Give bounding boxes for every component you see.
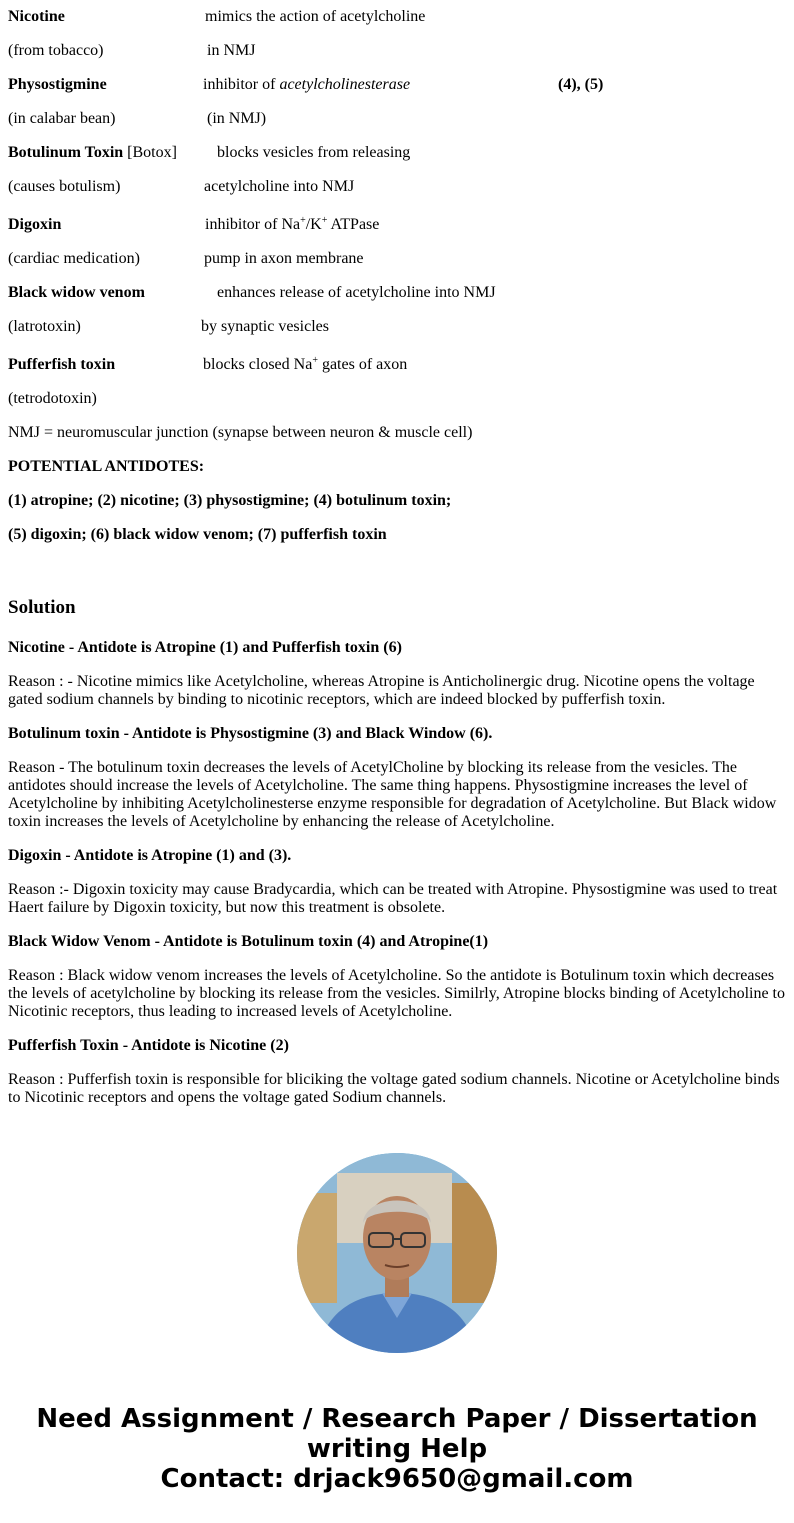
antidotes-list: (5) digoxin; (6) black widow venom; (7) pufferfish toxin — [8, 526, 387, 543]
solution-reason: Reason : Black widow venom increases the levels of Acetylcholine. So the antidote is Botulinum toxin which decreases the levels of acetylcholine by blocking its release from the vesicles. Similrly, Atropine blocks binding of Acetylcholine to Nicotinic receptors, thus leading to increased levels of Acetylcholine. — [8, 967, 785, 1020]
toxin-description-cont: by synaptic vesicles — [201, 318, 329, 335]
superscript: + — [312, 355, 318, 366]
toxin-name: Pufferfish toxin — [8, 356, 116, 373]
toxin-description: mimics the action of acetylcholine — [205, 8, 426, 25]
toxin-description-cont: acetylcholine into NMJ — [204, 178, 355, 195]
toxin-description-cont: in NMJ — [207, 42, 256, 59]
desc-part: inhibitor of Na — [205, 216, 301, 233]
toxin-description — [203, 68, 410, 102]
solution-title: Black Widow Venom - Antidote is Botulinum toxin (4) and Atropine(1) — [8, 933, 489, 950]
antidotes-heading-text: POTENTIAL ANTIDOTES: — [8, 458, 205, 475]
row-physostigmine-sub — [8, 102, 786, 136]
toxin-name — [8, 136, 177, 170]
row-botulinum-sub — [8, 170, 786, 204]
desc-part: /K — [305, 216, 322, 233]
solution-reason: Reason :- Digoxin toxicity may cause Bradycardia, which can be treated with Atropine. Physostigmine was used to treat Haert failure by Digoxin toxicity, but now this treatment is obsolete. — [8, 881, 778, 916]
row-nicotine-sub — [8, 34, 786, 68]
toxin-description: blocks vesicles from releasing — [217, 144, 411, 161]
toxin-description — [205, 204, 379, 246]
row-blackwidow — [8, 276, 786, 310]
desc-part: ATPase — [327, 216, 380, 233]
toxin-source: (causes botulism) — [8, 178, 121, 195]
toxin-source: (from tobacco) — [8, 42, 104, 59]
banner-line: Need Assignment / Research Paper / Dissertation — [36, 1404, 758, 1434]
row-blackwidow-sub — [8, 310, 786, 344]
toxin-name-bold: Botulinum Toxin — [8, 144, 124, 161]
toxin-name: Nicotine — [8, 8, 65, 25]
document-body — [8, 0, 786, 552]
antidotes-list: (1) atropine; (2) nicotine; (3) physostigmine; (4) botulinum toxin; — [8, 492, 452, 509]
nmj-note-text: NMJ = neuromuscular junction (synapse between neuron & muscle cell) — [8, 424, 473, 441]
row-nicotine — [8, 0, 786, 34]
banner-contact: Contact: drjack9650@gmail.com — [160, 1464, 634, 1494]
solution-title: Digoxin - Antidote is Atropine (1) and (3). — [8, 847, 292, 864]
contact-banner — [0, 1404, 794, 1494]
superscript: + — [300, 215, 306, 226]
solution-title: Botulinum toxin - Antidote is Physostigmine (3) and Black Window (6). — [8, 725, 493, 742]
antidotes-line-1 — [8, 484, 786, 518]
solution-reason: Reason : - Nicotine mimics like Acetylcholine, whereas Atropine is Anticholinergic drug. Nicotine opens the voltage gated sodium channels by binding to nicotinic receptors, which are indeed blocked by pufferfish toxin. — [8, 673, 755, 708]
banner-line: writing Help — [306, 1434, 488, 1464]
row-physostigmine — [8, 68, 786, 102]
row-pufferfish — [8, 344, 786, 382]
antidotes-heading — [8, 450, 786, 484]
toxin-description-cont: pump in axon membrane — [204, 250, 364, 267]
row-pufferfish-sub — [8, 382, 786, 416]
row-botulinum — [8, 136, 786, 170]
toxin-description — [203, 344, 407, 386]
nmj-note — [8, 416, 786, 450]
toxin-source: (latrotoxin) — [8, 318, 81, 335]
toxin-description: enhances release of acetylcholine into NMJ — [217, 284, 496, 301]
solution-reason: Reason - The botulinum toxin decreases the levels of AcetylCholine by blocking its release from the vesicles. The antidotes should increase the levels of Acetylcholine. The same thing happens. Physostigmine increases the level of Acetylcholine by inhibiting Acetylcholinesterse enzyme responsible for degradation of Acetylcholine. But Black widow toxin increases the levels of Acetylcholine by enhancing the release of Acetylcholine. — [8, 759, 777, 830]
toxin-source: (tetrodotoxin) — [8, 390, 97, 407]
author-portrait-icon — [297, 1153, 497, 1353]
toxin-source: (cardiac medication) — [8, 250, 140, 267]
superscript: + — [321, 215, 328, 226]
desc-part: gates of axon — [317, 356, 408, 373]
row-digoxin-sub — [8, 242, 786, 276]
desc-prefix: inhibitor of — [203, 76, 280, 93]
toxin-source: (in calabar bean) — [8, 110, 116, 127]
avatar — [297, 1153, 497, 1353]
toxin-name: Black widow venom — [8, 284, 145, 301]
antidote-refs: (4), (5) — [558, 76, 604, 93]
solution-title: Pufferfish Toxin - Antidote is Nicotine (2) — [8, 1037, 289, 1054]
enzyme-name: acetylcholinesterase — [279, 76, 411, 93]
solution-reason: Reason : Pufferfish toxin is responsible for bliciking the voltage gated sodium channels. Nicotine or Acetylcholine binds to Nicotinic receptors and opens the voltage gated Sodium channels. — [8, 1071, 780, 1106]
toxin-name: Physostigmine — [8, 76, 107, 93]
toxin-name: Digoxin — [8, 216, 62, 233]
row-digoxin — [8, 204, 786, 242]
toxin-alias: [Botox] — [123, 144, 177, 161]
solution-heading: Solution — [8, 597, 76, 618]
antidotes-line-2 — [8, 518, 786, 552]
solution-title: Nicotine - Antidote is Atropine (1) and Pufferfish toxin (6) — [8, 639, 402, 656]
desc-part: blocks closed Na — [203, 356, 313, 373]
toxin-description-cont: (in NMJ) — [207, 110, 267, 127]
